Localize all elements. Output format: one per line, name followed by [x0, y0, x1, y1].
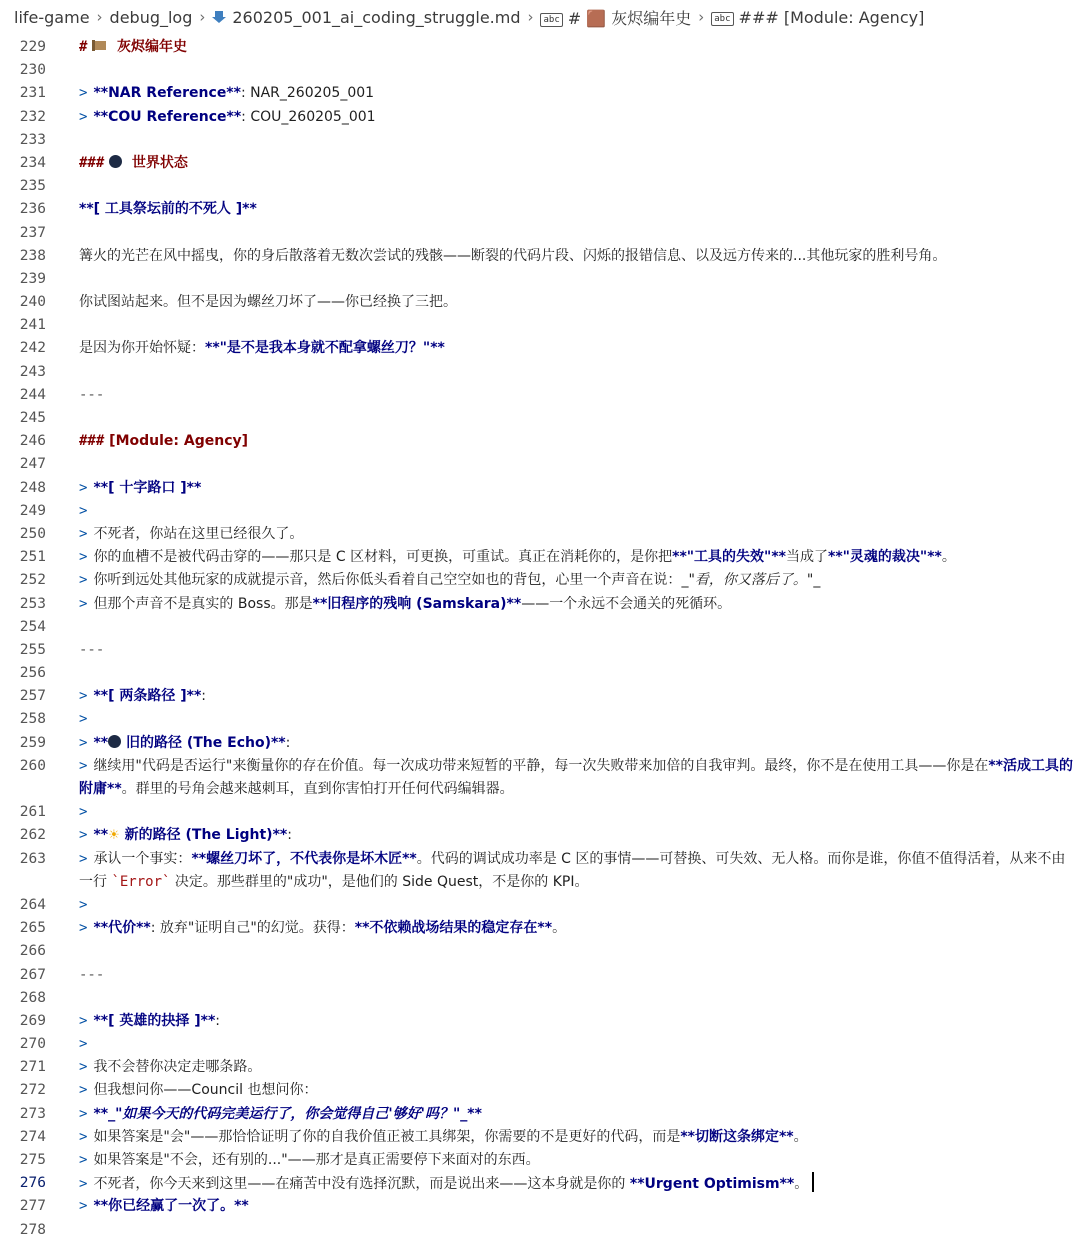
line-number: 256	[19, 665, 46, 682]
line-number: 265	[19, 920, 46, 937]
editor-line[interactable]	[0, 106, 1080, 129]
line-number: 246	[19, 433, 46, 450]
editor-line[interactable]	[0, 801, 1080, 824]
line-number: 268	[19, 989, 46, 1006]
editor-line[interactable]	[0, 314, 1080, 337]
line-number: 274	[19, 1128, 46, 1145]
line-number: 247	[19, 456, 46, 473]
editor-line[interactable]	[0, 1010, 1080, 1033]
editor-line[interactable]	[0, 36, 1080, 59]
line-text: > 如果答案是"会"——那恰恰证明了你的自我价值正被工具绑架，你需要的不是更好的代码，而是**切断这条绑定**。	[79, 1128, 808, 1145]
line-number: 241	[19, 317, 46, 334]
line-number: 262	[19, 827, 46, 844]
editor-line[interactable]	[0, 337, 1080, 360]
editor-line[interactable]	[0, 708, 1080, 731]
editor-line[interactable]	[0, 59, 1080, 82]
line-number: 255	[19, 641, 46, 658]
editor-line[interactable]	[0, 245, 1080, 268]
line-number: 271	[19, 1059, 46, 1076]
line-text: ### 世界状态	[79, 154, 188, 171]
line-text: 你试图站起来。但不是因为螺丝刀坏了——你已经换了三把。	[79, 294, 457, 311]
line-text: > 不死者，你站在这里已经很久了。	[79, 525, 304, 542]
line-number: 258	[19, 711, 46, 728]
editor-line[interactable]	[0, 407, 1080, 430]
line-text: ### [Module: Agency]	[79, 433, 249, 450]
line-number: 253	[19, 595, 46, 612]
line-number: 238	[19, 247, 46, 264]
line-text: > 如果答案是"不会，还有别的..."——那才是真正需要停下来面对的东西。	[79, 1152, 540, 1169]
editor-line[interactable]	[0, 1172, 1080, 1195]
editor-line[interactable]	[0, 477, 1080, 500]
editor-line[interactable]	[0, 291, 1080, 314]
editor-line[interactable]	[0, 129, 1080, 152]
chevron-right-icon: ›	[698, 8, 705, 26]
markdown-file-icon	[212, 10, 226, 24]
editor-line[interactable]	[0, 175, 1080, 198]
chevron-right-icon: ›	[96, 8, 103, 26]
line-text: >	[79, 1036, 88, 1053]
line-number: 245	[19, 410, 46, 426]
line-number: 244	[19, 386, 46, 403]
sun-icon: ☀	[108, 828, 120, 844]
line-number: 259	[19, 734, 46, 751]
editor-line[interactable]	[0, 198, 1080, 221]
line-number: 260	[19, 757, 46, 774]
symbol-string-icon: abc	[540, 13, 562, 27]
editor-line[interactable]	[0, 82, 1080, 105]
line-number: 261	[19, 804, 46, 821]
line-number: 234	[19, 154, 46, 171]
line-text: > 你的血槽不是被代码击穿的——那只是 C 区材料，可更换，可重试。真正在消耗你的，是你把**"工具的失效"**当成了**"灵魂的裁决"**。	[79, 549, 956, 566]
line-text: > 我不会替你决定走哪条路。	[79, 1059, 262, 1076]
line-number: 233	[19, 131, 46, 148]
breadcrumb-item-file[interactable]	[212, 8, 520, 27]
breadcrumb-item-heading-1[interactable]	[540, 6, 691, 29]
line-number: 242	[19, 340, 46, 357]
line-number: 254	[19, 618, 46, 635]
line-number: 278	[19, 1221, 46, 1238]
breadcrumb-item-folder[interactable]: debug_log	[109, 7, 193, 27]
breadcrumb-file-label: 260205_001_ai_coding_struggle.md	[232, 7, 521, 27]
scroll-icon	[92, 39, 107, 52]
editor-line[interactable]	[0, 1056, 1080, 1079]
editor-line[interactable]	[0, 1126, 1080, 1149]
line-text: # 灰烬编年史	[79, 39, 188, 55]
editor-line[interactable]	[0, 1195, 1080, 1218]
editor-line[interactable]	[0, 662, 1080, 685]
line-text: > ** 旧的路径 (The Echo)**:	[79, 734, 291, 751]
line-number: 229	[19, 39, 46, 55]
line-number: 270	[19, 1036, 46, 1053]
line-text: >	[79, 502, 88, 519]
line-number: 236	[19, 201, 46, 218]
line-number: 231	[19, 85, 46, 102]
line-number: 273	[19, 1105, 46, 1122]
line-text: > 但我想问你——Council 也想问你：	[79, 1082, 318, 1099]
line-number: 235	[19, 178, 46, 195]
line-number: 230	[19, 62, 46, 79]
line-text: > **☀ 新的路径 (The Light)**:	[79, 824, 1074, 847]
line-text: ---	[79, 966, 105, 983]
editor-line[interactable]	[0, 361, 1080, 384]
line-number: 240	[19, 294, 46, 311]
line-number: 267	[19, 966, 46, 983]
line-text: >	[79, 711, 88, 728]
editor-line[interactable]	[0, 500, 1080, 523]
line-text: > **[ 两条路径 ]**:	[79, 688, 206, 705]
line-number: 272	[19, 1082, 46, 1099]
text-cursor	[812, 1172, 814, 1192]
dark-circle-icon	[108, 735, 121, 748]
editor-line[interactable]	[0, 940, 1080, 963]
editor-line[interactable]	[0, 523, 1080, 546]
line-number: 264	[19, 896, 46, 913]
editor-line[interactable]	[0, 732, 1080, 755]
symbol-string-icon: abc	[711, 12, 733, 26]
line-number: 249	[19, 502, 46, 519]
editor-line[interactable]	[0, 1079, 1080, 1102]
line-text: >	[79, 896, 88, 913]
line-text: 是因为你开始怀疑：**"是不是我本身就不配拿螺丝刀？"**	[79, 340, 445, 357]
editor-line[interactable]	[0, 1219, 1080, 1242]
editor-line[interactable]	[0, 917, 1080, 940]
line-number: 257	[19, 688, 46, 705]
line-number: 277	[19, 1198, 46, 1215]
editor-line[interactable]	[0, 222, 1080, 245]
editor-line[interactable]	[0, 1033, 1080, 1056]
line-text: > 但那个声音不是真实的 Boss。那是**旧程序的残响 (Samskara)**——一个永远不会通关的死循环。	[79, 595, 732, 612]
editor-line[interactable]	[0, 987, 1080, 1010]
line-text: 篝火的光芒在风中摇曳，你的身后散落着无数次尝试的残骸——断裂的代码片段、闪烁的报错信息、以及远方传来的...其他玩家的胜利号角。	[79, 247, 947, 264]
editor-line[interactable]	[0, 639, 1080, 662]
editor-line[interactable]	[0, 268, 1080, 291]
line-number: 276	[19, 1175, 46, 1192]
editor-line[interactable]	[0, 755, 1080, 801]
chevron-right-icon: ›	[199, 8, 206, 26]
editor-line[interactable]	[0, 685, 1080, 708]
breadcrumb-heading-3-label: ### [Module: Agency]	[738, 7, 925, 27]
line-text: > 继续用"代码是否运行"来衡量你的存在价值。每一次成功带来短暂的平静，每一次失败带来加倍的自我审判。最终，你不是在使用工具——你是在**活成工具的附庸**。群里的号角会越来越刺耳，直到你害怕打开任何代码编辑器。	[79, 757, 1073, 798]
editor-line[interactable]	[0, 430, 1080, 453]
line-text: >	[79, 804, 88, 821]
line-number: 252	[19, 572, 46, 589]
editor-line[interactable]	[0, 384, 1080, 407]
editor-line[interactable]	[0, 964, 1080, 987]
breadcrumb-heading-1-label: # 🟫 灰烬编年史	[567, 8, 692, 28]
line-text: > 不死者，你今天来到这里——在痛苦中没有选择沉默，而是说出来——这本身就是你的 **Urgent Optimism**。	[79, 1172, 1074, 1196]
editor-line[interactable]	[0, 1103, 1080, 1126]
editor-line[interactable]	[0, 569, 1080, 592]
editor-line[interactable]	[0, 152, 1080, 175]
editor-line[interactable]	[0, 1149, 1080, 1172]
breadcrumb-item-heading-3[interactable]	[711, 8, 924, 27]
editor-line[interactable]	[0, 546, 1080, 569]
chevron-right-icon: ›	[527, 8, 534, 26]
line-number: 239	[19, 270, 46, 287]
line-number: 251	[19, 549, 46, 566]
breadcrumb	[0, 0, 1080, 34]
line-number: 269	[19, 1012, 46, 1029]
line-text: ---	[79, 641, 105, 658]
line-number: 243	[19, 363, 46, 380]
line-text: > **[ 十字路口 ]**	[79, 479, 202, 496]
line-text: > **[ 英雄的抉择 ]**:	[79, 1012, 220, 1029]
editor-line[interactable]	[0, 453, 1080, 476]
breadcrumb-item-folder-root[interactable]: life-game	[14, 7, 90, 27]
line-text: > **代价**: 放弃"证明自己"的幻觉。获得：**不依赖战场结果的稳定存在**。	[79, 920, 567, 937]
editor-line[interactable]	[0, 894, 1080, 917]
line-text: > 承认一个事实：**螺丝刀坏了，不代表你是坏木匠**。代码的调试成功率是 C 区的事情——可替换、可失效、无人格。而你是谁，你值不值得活着，从来不由一行 `Error` 决定。那些群里的"成功"，是他们的 Side Quest，不是你的 KPI。	[79, 850, 1066, 890]
code-editor[interactable]	[0, 36, 1080, 1238]
line-text: > **你已经赢了一次了。**	[79, 1198, 249, 1215]
line-number: 237	[19, 224, 46, 241]
dark-circle-icon	[109, 155, 122, 168]
line-text: > **COU Reference**: COU_260205_001	[79, 108, 376, 125]
editor-line[interactable]	[0, 616, 1080, 639]
line-number: 248	[19, 479, 46, 496]
editor-line[interactable]	[0, 824, 1080, 847]
line-text: ---	[79, 386, 105, 403]
editor-line[interactable]	[0, 593, 1080, 616]
line-number: 266	[19, 943, 46, 960]
line-number: 232	[19, 108, 46, 125]
line-text: > **NAR Reference**: NAR_260205_001	[79, 85, 375, 102]
line-number: 250	[19, 525, 46, 542]
editor-line[interactable]	[0, 848, 1080, 894]
line-number: 263	[19, 850, 46, 867]
line-number: 275	[19, 1152, 46, 1169]
line-text: > **_"如果今天的代码完美运行了，你会觉得自己'够好'吗？"_**	[79, 1105, 482, 1122]
line-text: **[ 工具祭坛前的不死人 ]**	[79, 201, 257, 218]
line-text: > 你听到远处其他玩家的成就提示音，然后你低头看着自己空空如也的背包，心里一个声音在说：_"看，你又落后了。"_	[79, 572, 821, 589]
